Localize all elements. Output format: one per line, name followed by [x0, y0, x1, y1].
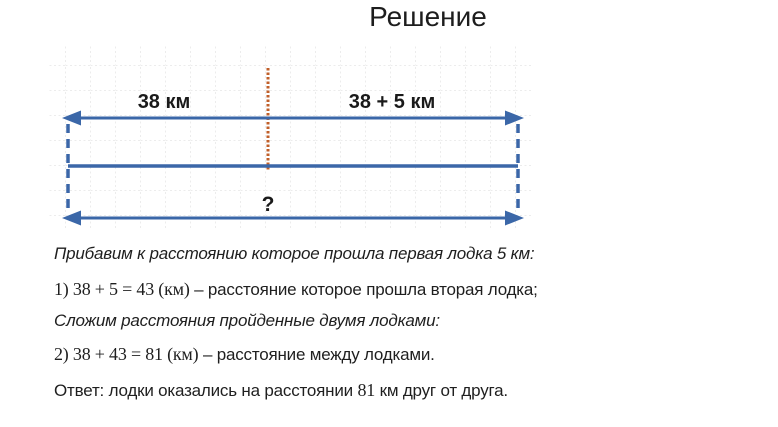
solution-step2-description: – расстояние между лодками. [198, 345, 435, 364]
solution-answer [54, 380, 508, 401]
answer-value: 81 [357, 380, 376, 400]
first-boat-distance-label: 38 км [137, 91, 191, 113]
solution-step2-intro-text: Сложим расстояния пройденные двумя лодками: [54, 311, 440, 330]
solution-step1-description: – расстояние которое прошла вторая лодка; [189, 280, 538, 299]
solution-step1-result [54, 279, 538, 300]
solution-step2-formula: 2) 38 + 43 = 81 (км) [54, 344, 199, 364]
solution-step1-formula: 1) 38 + 5 = 43 (км) [54, 279, 190, 299]
grid-background [48, 46, 532, 228]
distance-diagram [40, 40, 545, 235]
answer-suffix: км друг от друга. [375, 381, 508, 400]
solution-step1-intro [54, 244, 534, 264]
solution-step1-intro-text: Прибавим к расстоянию которое прошла первая лодка 5 км: [54, 244, 535, 263]
answer-prefix: Ответ: лодки оказались на расстоянии [54, 381, 358, 400]
solution-step2-intro [54, 311, 440, 331]
second-boat-distance-label: 38 + 5 км [348, 91, 436, 113]
solution-step2-result [54, 344, 435, 365]
total-distance-question-label: ? [261, 193, 275, 216]
page-title: Решение [369, 1, 487, 32]
